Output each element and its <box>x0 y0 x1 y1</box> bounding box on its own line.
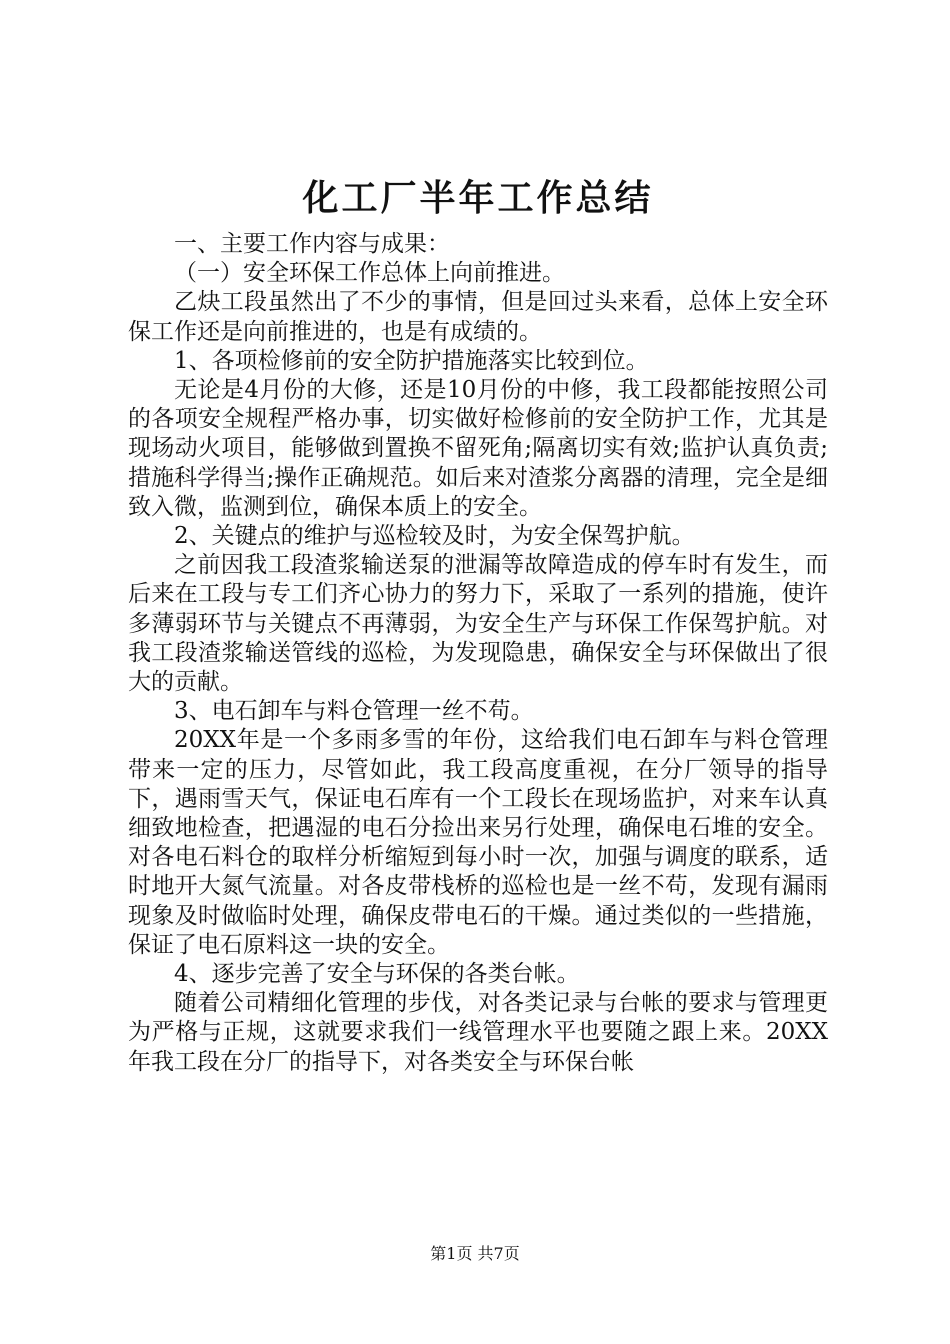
paragraph-section-heading: 一、主要工作内容与成果： <box>174 231 450 257</box>
page-footer: 第1页 共7页 <box>430 1244 520 1263</box>
paragraph-subsection-heading: （一）安全环保工作总体上向前推进。 <box>174 260 565 287</box>
paragraph-body: 无论是4月份的大修，还是10月份的中修，我工段都能按照公司的各项安全规程严格办事，切实做好检修前的安全防护工作，尤其是现场动火项目，能够做到置换不留死角;隔离切实有效;监护认真负责;措施科学得当;操作正确规范。如后来对渣浆分离器的清理，完全是细致入微，监测到位，确保本质上的安全。 <box>128 377 828 520</box>
paragraph-item-heading: 3、电石卸车与料仓管理一丝不苟。 <box>174 698 534 725</box>
paragraph-item-heading: 1、各项检修前的安全防护措施落实比较到位。 <box>174 347 649 374</box>
paragraph-body: 20XX年是一个多雨多雪的年份，这给我们电石卸车与料仓管理带来一定的压力，尽管如此，我工段高度重视，在分厂领导的指导下，遇雨雪天气，保证电石库有一个工段长在现场监护，对来车认真细致地检查，把遇湿的电石分捡出来另行处理，确保电石堆的安全。对各电石料仓的取样分析缩短到每小时一次，加强与调度的联系，适时地开大氮气流量。对各皮带栈桥的巡检也是一丝不苟，发现有漏雨现象及时做临时处理，确保皮带电石的干燥。通过类似的一些措施，保证了电石原料这一块的安全。 <box>128 727 828 958</box>
paragraph-body: 之前因我工段渣浆输送泵的泄漏等故障造成的停车时有发生，而后来在工段与专工们齐心协力的努力下，采取了一系列的措施，使许多薄弱环节与关键点不再薄弱，为安全生产与环保工作保驾护航。对我工段渣浆输送管线的巡检，为发现隐患，确保安全与环保做出了很大的贡献。 <box>128 552 828 696</box>
paragraph-item-heading: 4、逐步完善了安全与环保的各类台帐。 <box>174 961 580 988</box>
paragraph-item-heading: 2、关键点的维护与巡检较及时，为安全保驾护航。 <box>174 523 695 550</box>
paragraph-body: 随着公司精细化管理的步伐，对各类记录与台帐的要求与管理更为严格与正规，这就要求我们一线管理水平也要随之跟上来。20XX年我工段在分厂的指导下，对各类安全与环保台帐 <box>128 990 828 1075</box>
document-title: 化工厂半年工作总结 <box>302 177 654 219</box>
document-body <box>128 178 828 1077</box>
paragraph-body: 乙炔工段虽然出了不少的事情，但是回过头来看，总体上安全环保工作还是向前推进的，也是有成绩的。 <box>128 289 828 345</box>
